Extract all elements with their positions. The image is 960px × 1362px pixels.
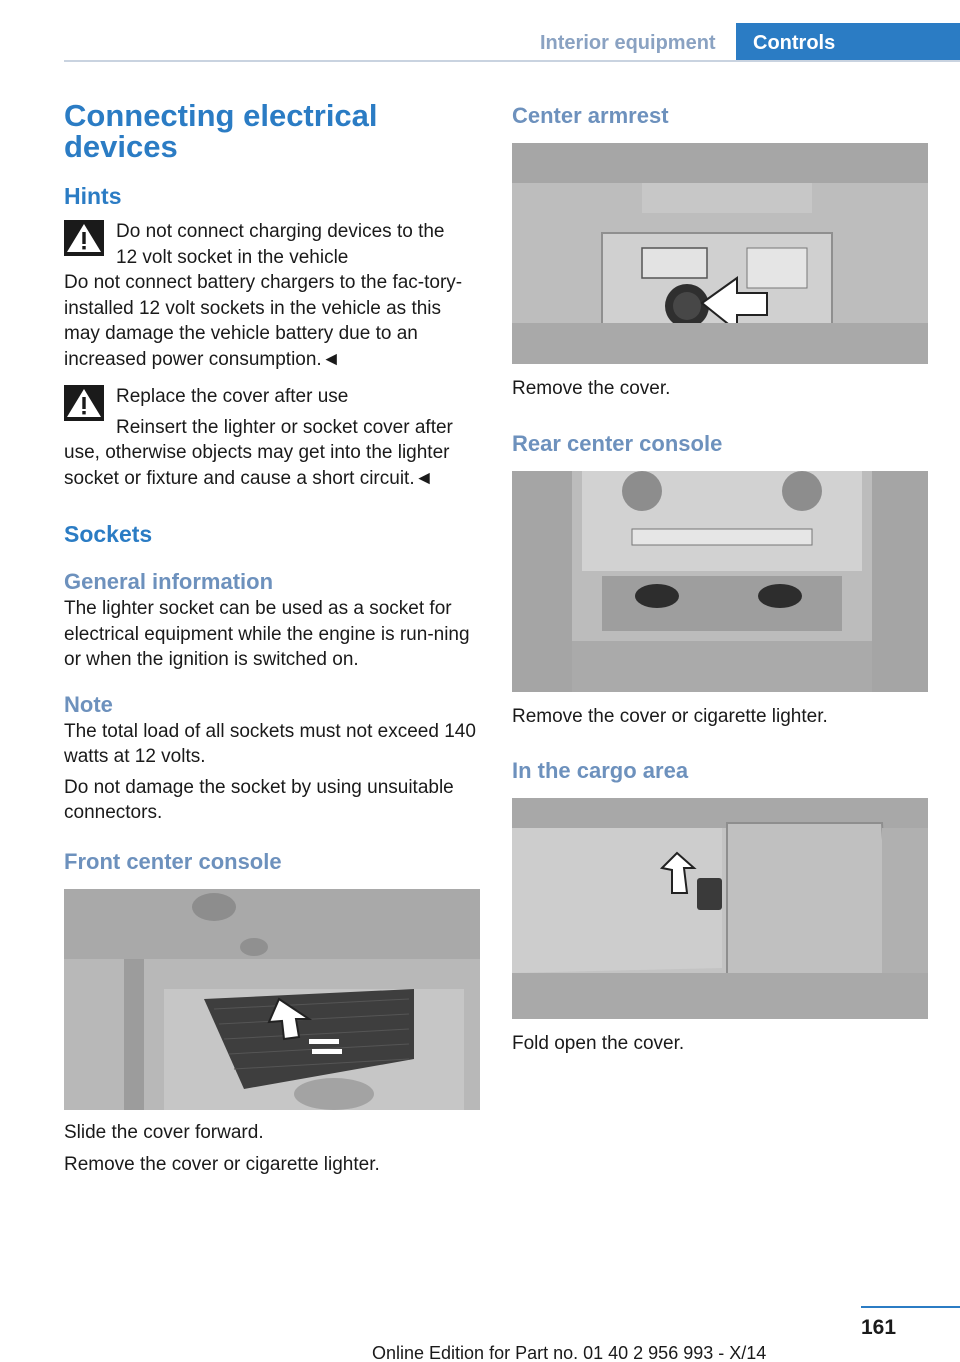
rear-console-heading: Rear center console	[512, 430, 723, 456]
rear-caption: Remove the cover or cigarette lighter.	[512, 705, 828, 727]
sockets-heading: Sockets	[64, 521, 153, 547]
warning-triangle-icon	[64, 220, 104, 256]
armrest-caption: Remove the cover.	[512, 378, 671, 399]
general-info-text: The lighter socket can be used as a socket for electrical equipment while the engine is run‐ning or when the ignition is switched on.	[64, 598, 470, 670]
header-rule	[64, 60, 960, 62]
cargo-caption: Fold open the cover.	[512, 1033, 685, 1054]
front-center-console-photo	[64, 889, 480, 1110]
center-armrest-photo	[512, 143, 928, 364]
front-caption-slide: Slide the cover forward.	[64, 1121, 264, 1143]
warning1-title-line1: Do not connect charging devices to the	[116, 221, 445, 242]
page-number: 161	[861, 1316, 897, 1339]
cargo-area-photo	[512, 798, 928, 1019]
warning-replace-cover	[64, 384, 480, 491]
footer-rule	[861, 1306, 960, 1308]
general-info-heading: General information	[64, 569, 274, 594]
armrest-heading: Center armrest	[512, 103, 669, 128]
warning2-body: use, otherwise objects may get into the lighter socket or fixture and cause a short circuit.◄	[64, 442, 450, 489]
warning1-title-line2: 12 volt socket in the vehicle	[116, 246, 349, 268]
front-console-heading: Front center console	[64, 848, 282, 874]
header-chapter-tab: Controls	[736, 23, 960, 62]
note-heading: Note	[64, 691, 113, 717]
cargo-heading: In the cargo area	[512, 758, 689, 783]
warning-charging-devices	[64, 219, 480, 372]
left-column	[64, 100, 480, 1178]
rear-center-console-photo	[512, 471, 928, 692]
warning2-body-line1: Reinsert the lighter or socket cover after	[116, 416, 453, 438]
header-section-title: Interior equipment	[540, 32, 716, 54]
warning1-body: Do not connect battery chargers to the fac‐tory-installed 12 volt sockets in the vehicle as this may damage the vehicle battery due to an increased power consumption.◄	[64, 272, 463, 370]
edition-footer: Online Edition for Part no. 01 40 2 956 993 - X/14	[372, 1343, 767, 1362]
right-column	[512, 100, 928, 1057]
page-title: Connecting electrical devices	[64, 98, 378, 164]
note-text-connectors: Do not damage the socket by using unsuitable connectors.	[64, 776, 454, 823]
front-caption-remove: Remove the cover or cigarette lighter.	[64, 1154, 380, 1175]
warning-triangle-icon	[64, 385, 104, 421]
note-text-load: The total load of all sockets must not exceed 140 watts at 12 volts.	[64, 720, 476, 767]
warning2-title: Replace the cover after use	[116, 386, 349, 407]
hints-heading: Hints	[64, 183, 122, 209]
